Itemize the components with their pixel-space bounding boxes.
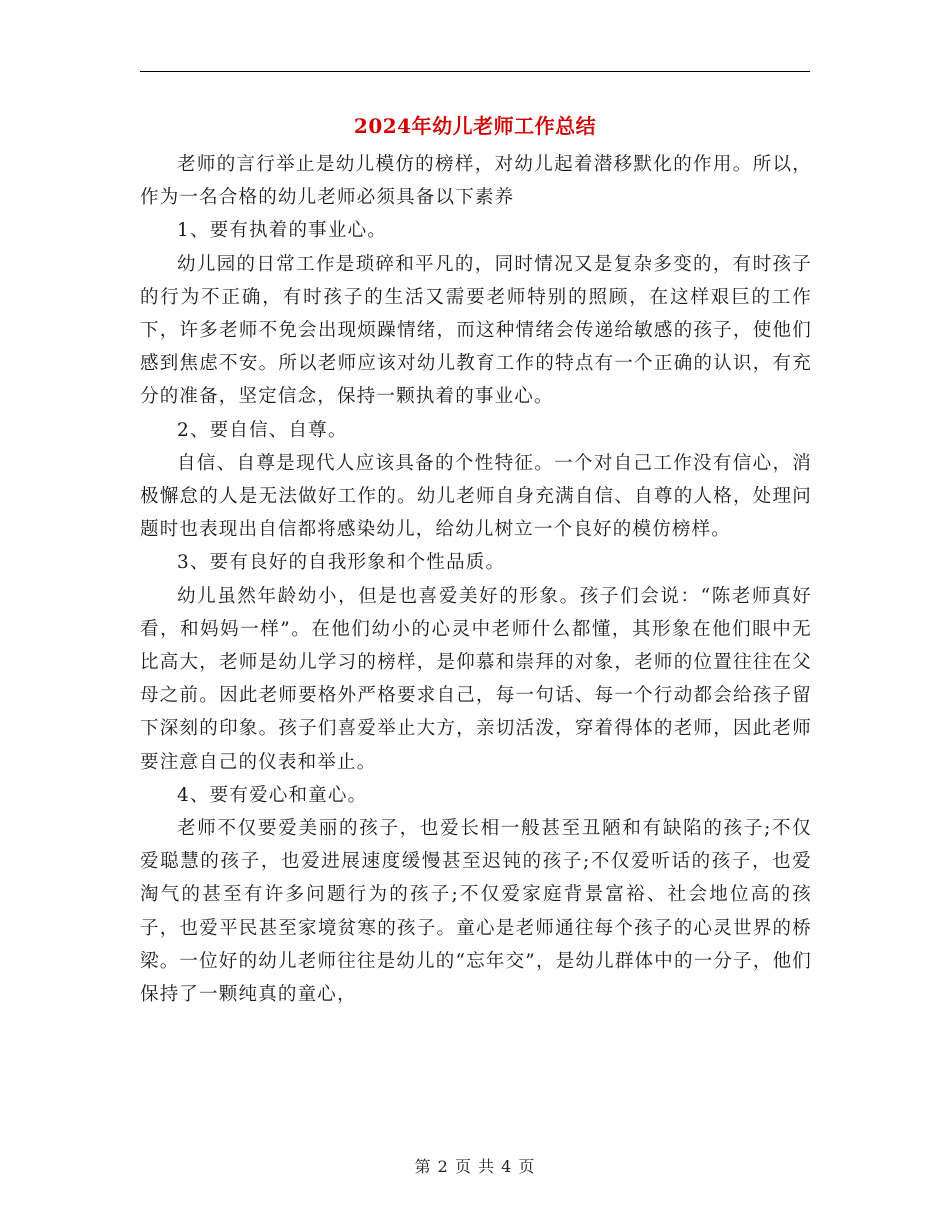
paragraph-4: 老师不仅要爱美丽的孩子，也爱长相一般甚至丑陋和有缺陷的孩子;不仅爱聪慧的孩子，也爱进展速度缓慢甚至迟钝的孩子;不仅爱听话的孩子，也爱淘气的甚至有许多问题行为的孩子;不仅爱家庭背景富裕、社会地位高的孩子，也爱平民甚至家境贫寒的孩子。童心是老师通往每个孩子的心灵世界的桥梁。一位好的幼儿老师往往是幼儿的“忘年交”，是幼儿群体中的一分子，他们保持了一颗纯真的童心， [140, 818, 812, 1006]
paragraph-intro: 老师的言行举止是幼儿模仿的榜样，对幼儿起着潜移默化的作用。所以，作为一名合格的幼儿老师必须具备以下素养 [140, 154, 812, 209]
paragraph-3: 幼儿虽然年龄幼小，但是也喜爱美好的形象。孩子们会说：“陈老师真好看，和妈妈一样”。在他们幼小的心灵中老师什么都懂，其形象在他们眼中无比高大，老师是幼儿学习的榜样，是仰慕和崇拜的对象，老师的位置往往在父母之前。因此老师要格外严格要求自己，每一句话、每一个行动都会给孩子留下深刻的印象。孩子们喜爱举止大方，亲切活泼，穿着得体的老师，因此老师要注意自己的仪表和举止。 [140, 585, 812, 773]
page-number: 第 2 页 共 4 页 [414, 1157, 536, 1176]
document-body [140, 148, 812, 1011]
paragraph-1: 幼儿园的日常工作是琐碎和平凡的，同时情况又是复杂多变的，有时孩子的行为不正确，有时孩子的生活又需要老师特别的照顾，在这样艰巨的工作下，许多老师不免会出现烦躁情绪，而这种情绪会传递给敏感的孩子，使他们感到焦虑不安。所以老师应该对幼儿教育工作的特点有一个正确的认识，有充分的准备，坚定信念，保持一颗执着的事业心。 [140, 253, 812, 408]
heading-3: 3、要有良好的自我形象和个性品质。 [177, 552, 506, 574]
header-rule [140, 71, 810, 72]
heading-4: 4、要有爱心和童心。 [177, 784, 368, 806]
paragraph-2: 自信、自尊是现代人应该具备的个性特征。一个对自己工作没有信心，消极懈怠的人是无法做好工作的。幼儿老师自身充满自信、自尊的人格，处理问题时也表现出自信都将感染幼儿，给幼儿树立一个良好的模仿榜样。 [140, 452, 812, 541]
heading-2: 2、要自信、自尊。 [177, 419, 348, 441]
document-title: 2024年幼儿老师工作总结 [353, 114, 597, 138]
heading-1: 1、要有执着的事业心。 [177, 220, 387, 242]
